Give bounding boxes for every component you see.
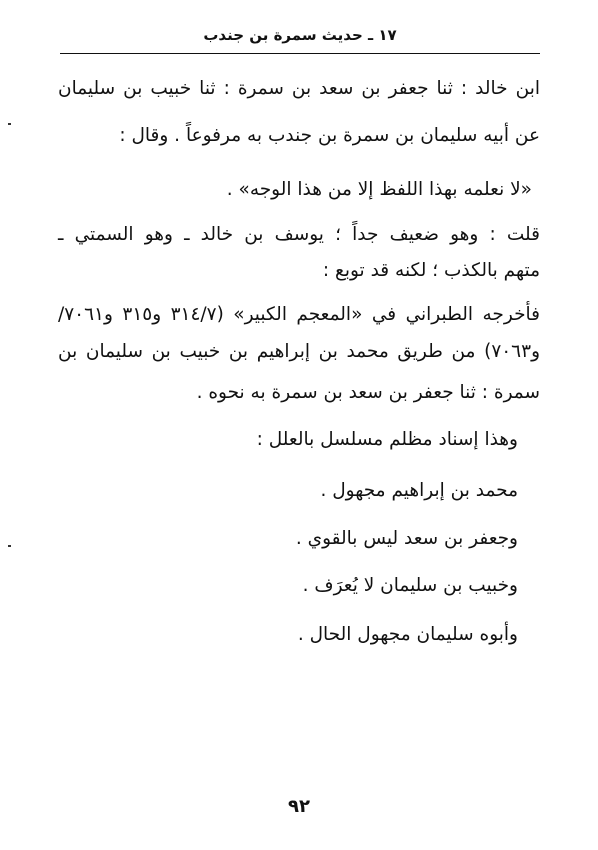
text-line: قلت : وهو ضعيف جداً ؛ يوسف بن خالد ـ وهو السمتي ـ <box>58 224 540 245</box>
margin-mark <box>8 123 11 125</box>
text-line: متهم بالكذب ؛ لكنه قد توبع : <box>322 260 540 281</box>
text-line: فأخرجه الطبراني في «المعجم الكبير» (٣١٤/٧ و٣١٥ و٧٠٦١/ <box>58 304 540 325</box>
text-line: وأبوه سليمان مجهول الحال . <box>297 624 518 645</box>
margin-mark <box>8 545 11 547</box>
text-line: و٧٠٦٣) من طريق محمد بن إبراهيم بن خبيب بن سليمان بن <box>58 341 540 362</box>
running-header: ١٧ ـ حديث سمرة بن جندب <box>203 26 397 44</box>
text-line: وجعفر بن سعد ليس بالقوي . <box>295 528 518 549</box>
text-line: عن أبيه سليمان بن سمرة بن جندب به مرفوعاً . وقال : <box>119 125 540 146</box>
text-line: «لا نعلمه بهذا اللفظ إلا من هذا الوجه» . <box>226 179 532 200</box>
text-line: سمرة : ثنا جعفر بن سعد بن سمرة به نحوه . <box>196 382 540 403</box>
text-line: وهذا إسناد مظلم مسلسل بالعلل : <box>256 429 518 450</box>
header-divider <box>60 53 540 54</box>
text-line: محمد بن إبراهيم مجهول . <box>320 480 518 501</box>
text-line: ابن خالد : ثنا جعفر بن سعد بن سمرة : ثنا خبيب بن سليمان <box>58 78 540 99</box>
text-line: وخبيب بن سليمان لا يُعرَف . <box>302 575 518 596</box>
page-number: ٩٢ <box>288 796 310 817</box>
